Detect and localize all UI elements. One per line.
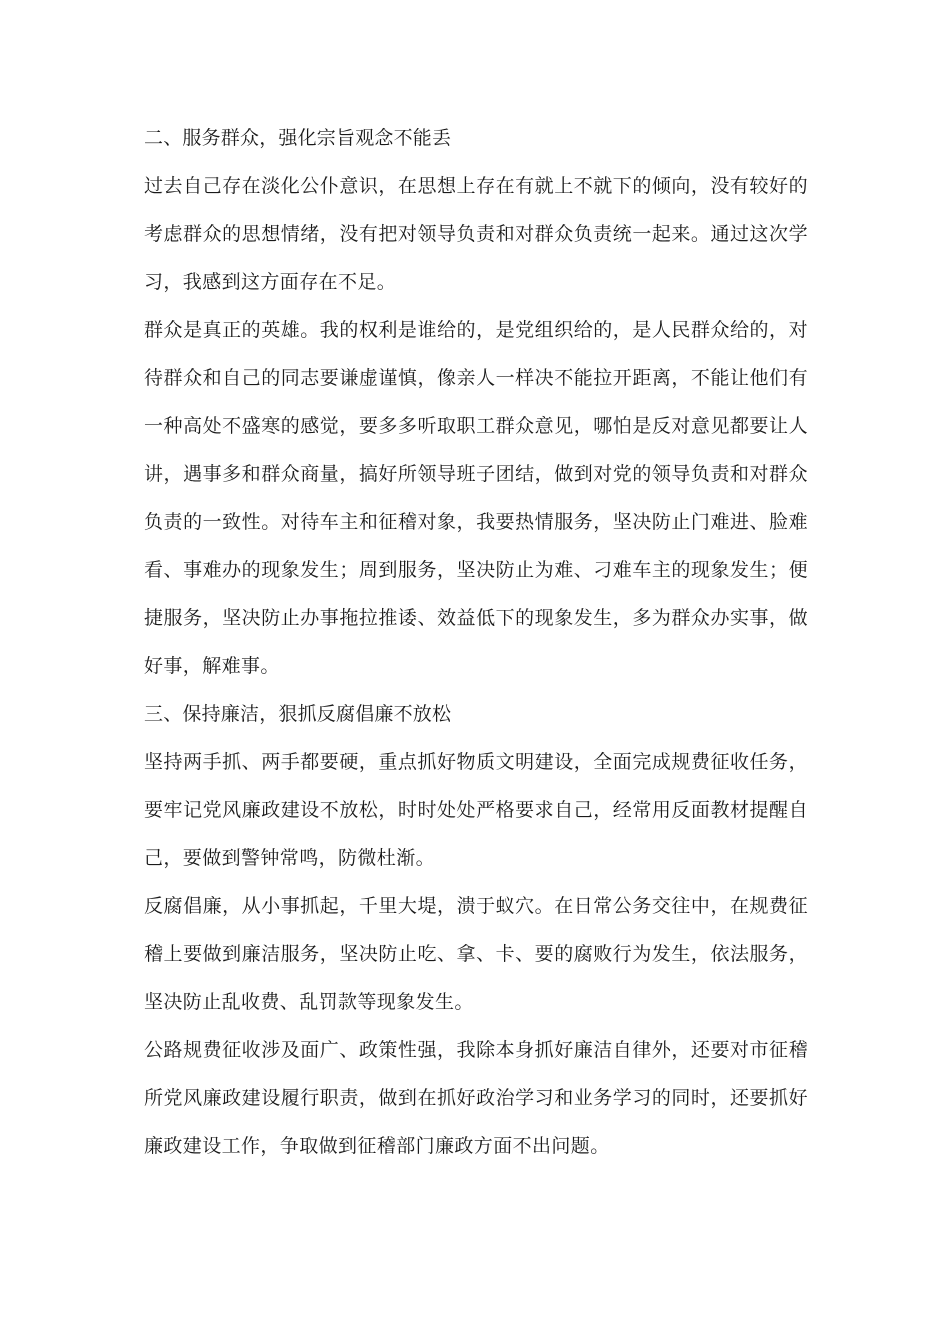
body-paragraph: 坚持两手抓、两手都要硬，重点抓好物质文明建设，全面完成规费征收任务，要牢记党风廉政建设不放松，时时处处严格要求自己，经常用反面教材提醒自己，要做到警钟常鸣，防微杜渐。 <box>144 751 808 869</box>
body-paragraph: 反腐倡廉，从小事抓起，千里大堤，溃于蚁穴。在日常公务交往中，在规费征稽上要做到廉洁服务，坚决防止吃、拿、卡、要的腐败行为发生，依法服务，坚决防止乱收费、乱罚款等现象发生。 <box>144 895 808 1013</box>
body-paragraph: 群众是真正的英雄。我的权利是谁给的，是党组织给的，是人民群众给的，对待群众和自己的同志要谦虚谨慎，像亲人一样决不能拉开距离，不能让他们有一种高处不盛寒的感觉，要多多听取职工群众意见，哪怕是反对意见都要让人讲，遇事多和群众商量，搞好所领导班子团结，做到对党的领导负责和对群众负责的一致性。对待车主和征稽对象，我要热情服务，坚决防止门难进、脸难看、事难办的现象发生；周到服务，坚决防止为难、刁难车主的现象发生；便捷服务，坚决防止办事拖拉推诿、效益低下的现象发生，多为群众办实事，做好事，解难事。 <box>144 319 808 677</box>
body-paragraph: 公路规费征收涉及面广、政策性强，我除本身抓好廉洁自律外，还要对市征稽所党风廉政建设履行职责，做到在抓好政治学习和业务学习的同时，还要抓好廉政建设工作，争取做到征稽部门廉政方面不出问题。 <box>144 1039 808 1157</box>
body-paragraph: 过去自己存在淡化公仆意识，在思想上存在有就上不就下的倾向，没有较好的考虑群众的思想情绪，没有把对领导负责和对群众负责统一起来。通过这次学习，我感到这方面存在不足。 <box>144 175 808 293</box>
section-heading: 三、保持廉洁，狠抓反腐倡廉不放松 <box>144 703 452 725</box>
document-body <box>144 114 808 1170</box>
section-heading: 二、服务群众，强化宗旨观念不能丢 <box>144 127 452 149</box>
